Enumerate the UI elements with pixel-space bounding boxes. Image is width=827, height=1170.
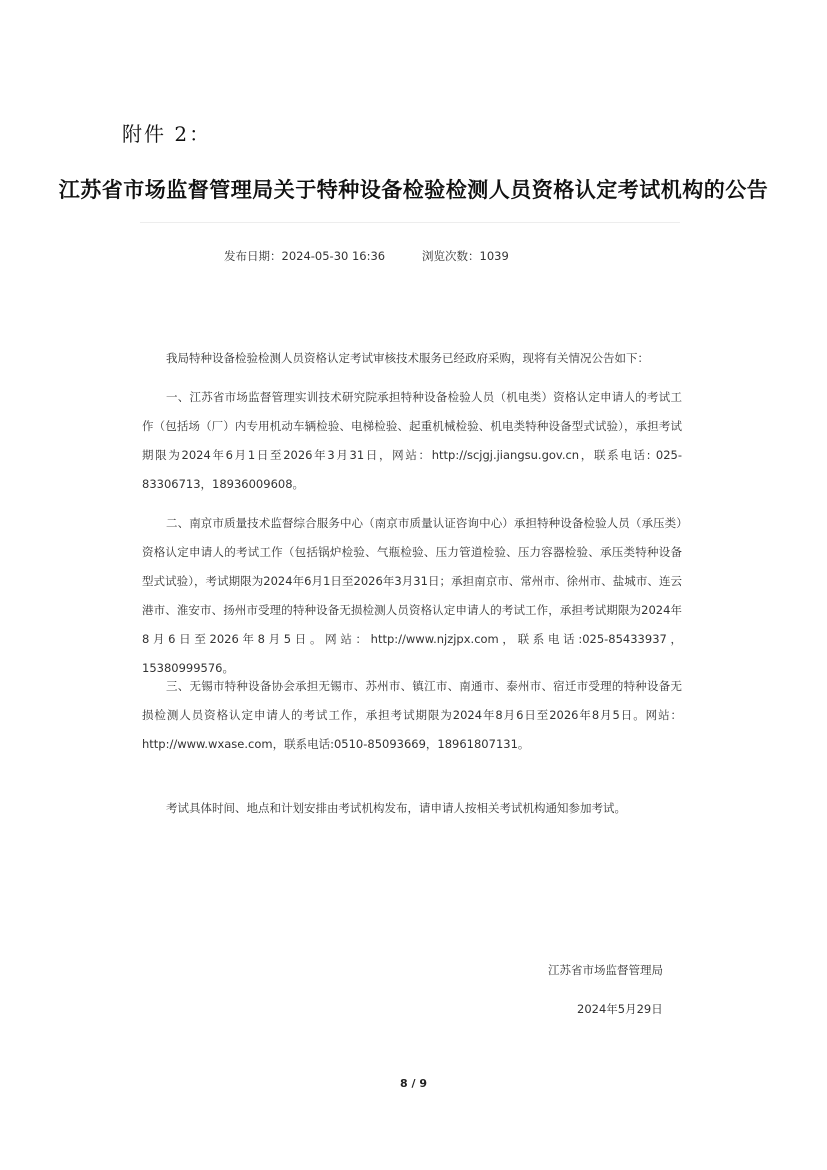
publish-date: 发布日期：2024-05-30 16:36 [224,249,386,263]
page-number: 8 / 9 [400,1077,427,1090]
title-divider [140,222,680,223]
signature-organization: 江苏省市场监督管理局 [548,963,663,977]
paragraph-item-2: 二、南京市质量技术监督综合服务中心（南京市质量认证咨询中心）承担特种设备检验人员（承压类）资格认定申请人的考试工作（包括锅炉检验、气瓶检验、压力管道检验、压力容器检验、承压类特种设备型式试验），考试期限为2024年6月1日至2026年3月31日；承担南京市、常州市、徐州市、盐城市、连云港市、淮安市、扬州市受理的特种设备无损检测人员资格认定申请人的考试工作，承担考试期限为2024年8月6日至2026年8月5日。网站：http://www.njzjpx.com，联系电话:025-85433937，15380999576。 [142,516,682,675]
closing-paragraph: 考试具体时间、地点和计划安排由考试机构发布，请申请人按相关考试机构通知参加考试。 [166,801,626,815]
paragraph-item-3: 三、无锡市特种设备协会承担无锡市、苏州市、镇江市、南通市、泰州市、宿迁市受理的特种设备无损检测人员资格认定申请人的考试工作，承担考试期限为2024年8月6日至2026年8月5日。网站：http://www.wxase.com，联系电话:0510-85093669，18961807131。 [142,679,682,751]
paragraph-item-1: 一、江苏省市场监督管理实训技术研究院承担特种设备检验人员（机电类）资格认定申请人的考试工作（包括场（厂）内专用机动车辆检验、电梯检验、起重机械检验、机电类特种设备型式试验），承担考试期限为2024年6月1日至2026年3月31日，网站：http://scjgj.jiangsu.gov.cn，联系电话: 025-83306713，18936009608。 [142,390,682,491]
attachment-label: 附件 2： [122,122,212,146]
announcement-title: 江苏省市场监督管理局关于特种设备检验检测人员资格认定考试机构的公告 [58,178,769,202]
intro-paragraph: 我局特种设备检验检测人员资格认定考试审核技术服务已经政府采购，现将有关情况公告如下： [166,351,649,365]
signature-date: 2024年5月29日 [577,1002,663,1016]
view-count: 浏览次数：1039 [422,249,509,263]
